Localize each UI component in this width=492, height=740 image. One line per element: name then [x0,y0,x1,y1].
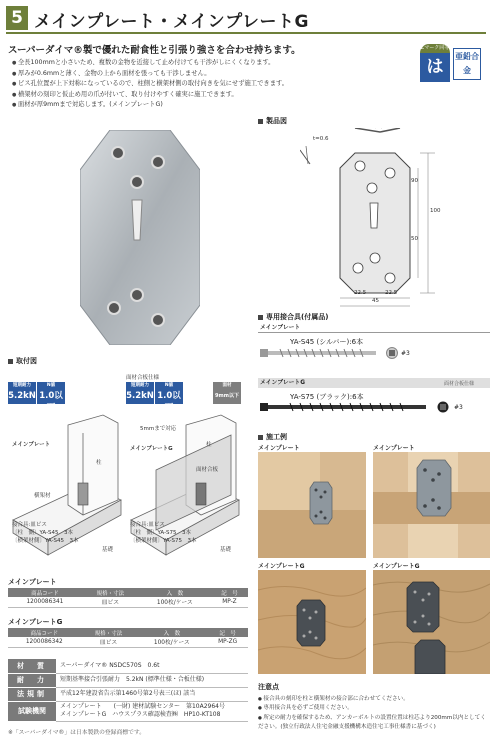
spec-value: 短期基準接合引張耐力 5.2kN (標準仕様・合板仕様) [56,673,248,687]
right-plate-name: メインプレートG [130,446,173,452]
spec-key: 耐 力 [8,673,56,687]
left-nvalue-box: N値 1.0以下 [37,382,65,404]
fasteners-label: 専用接合具(付属品) [258,312,328,322]
left-strength-box: 短期耐力 5.2kN [8,382,36,404]
thickness-label: t=0.6 [313,136,329,142]
spec-key: 材 質 [8,659,56,673]
table-cell: 100枚/ケース [136,637,207,647]
notes-title: 注意点 [258,683,279,691]
install-label: 取付図 [8,356,37,366]
dim-w1: 22.5 [354,290,367,296]
dim-lower: 50 [411,236,418,242]
photo2-label: メインプレート [373,445,415,452]
spec-row [8,659,248,673]
fastener-plate2: メインプレートG [258,378,490,388]
spec-table [8,659,248,722]
screw-head-black-icon [437,401,449,413]
feature-item: ● ビス孔位置が上下対称になっているので、柱側と横架材側の取付向きを気にせず施工できます。 [12,79,362,90]
spec-value: スーパーダイマ® NSDC570S 0.6t [56,659,248,673]
table-header-cell: 記 号 [207,628,248,637]
table-row [8,637,248,647]
table-cell: MP-ZG [207,637,248,647]
spec-row [8,701,248,721]
table-cell: 1200086342 [8,637,81,647]
right-base-label: 基礎 [220,547,232,553]
table1-title: メインプレート [8,578,57,586]
spec-value: 平成12年建設省告示第1460号第2号表三(ほ) 該当 [56,687,248,701]
table-cell: 100枚/ケース [139,597,211,607]
photo-install-1 [258,452,366,558]
standard-badge-cap: Zマーク同等 [420,45,450,51]
screw2-label: YA-S75 (ブラック):6本 [290,393,364,401]
product-table-2 [8,628,248,648]
left-col-label: 柱 [96,460,102,466]
spec-value: メインプレート (一財) 建材試験センター 第10A2964号 メインプレートG ハウスプラス確認検査㈱ HP10-KT108 [56,701,248,721]
table2-title: メインプレートG [8,618,63,626]
table-header-cell: 入 数 [136,628,207,637]
table-header-cell: 入 数 [139,588,211,597]
photo-install-2 [373,452,490,558]
panel-spec-tag: 面材合板仕様 [126,375,160,381]
note-item: ● 接合具の刻印を柱と横架材の接合部に合わせてください。 [258,695,490,704]
feature-list [12,58,362,111]
product-diagram-label: 製品図 [258,116,287,126]
right-legend2: 〔横架材側〕YA-S75 3本 [130,538,197,544]
dim-upper: 90 [411,178,418,184]
left-legend2: 〔横架材側〕YA-S45 3本 [12,538,79,544]
standard-badge-mark: は [420,53,450,82]
page-header [0,0,492,36]
plate2-tag: 面材合板仕様 [444,381,475,387]
notes-list [258,695,490,731]
right-note: 5mmまで対応 [140,426,177,432]
zinc-badge: 亜鉛合金 [453,48,481,80]
screw1-label: YA-S45 (シルバー):6本 [290,338,364,346]
right-panel-box: 面材 9mm以下 [213,382,241,404]
right-joint-label: 接合具:皿ビス [130,522,165,528]
tagline: スーパーダイマ®製で優れた耐食性と引張り強さを合わせ持ちます。 [8,45,301,56]
table-header-row [8,588,248,597]
plate-photo [80,130,200,345]
screw1-size: #3 [401,350,410,357]
section-marker [258,435,263,440]
fastener-plate1: メインプレート [258,323,490,333]
product-drawing [300,128,450,308]
table-cell: 皿ビス [82,597,139,607]
note-item: ● 所定の耐力を確保するため、アンカーボルトの設置位置は柱芯より200mm以内としてください。(独立行政法人住宅金融支援機構木造住宅工事仕様書に基づく) [258,714,490,732]
feature-item: ● 面材が厚9mmまで対応します。(メインプレートG) [12,100,362,111]
right-col-label: 柱 [206,442,212,448]
table-cell: 1200086341 [8,597,82,607]
dim-width: 45 [372,298,379,304]
section-marker [258,315,263,320]
dim-w2: 22.5 [385,290,398,296]
note-item: ● 専用接合具を必ずご使用ください。 [258,704,490,713]
section-marker [258,119,263,124]
dim-total: 100 [430,208,441,214]
right-nvalue-box: N値 1.0以下 [155,382,183,404]
right-legend1: 〔柱 側〕YA-S75 3本 [130,530,192,536]
table-row [8,597,248,607]
section-marker [8,359,13,364]
footnote: ※「スーパーダイマ®」は日本製鉄の登録商標です。 [8,730,146,736]
left-base-label: 基礎 [102,547,114,553]
table-cell: 皿ビス [81,637,137,647]
page-title: メインプレート・メインプレートG [34,12,309,32]
left-plate-name: メインプレート [12,442,51,448]
screw-head-silver-icon [386,347,398,359]
table-header-cell: 商品コード [8,628,81,637]
table-header-cell: 規格・寸法 [81,628,137,637]
standard-badge [420,44,450,82]
left-joint-label: 接合具:皿ビス [12,522,47,528]
spec-row [8,673,248,687]
feature-item: ● 全長100mmと小さいため、複数の金物を近接して止め付けても干渉がしにくくなります。 [12,58,362,69]
table-header-cell: 規格・寸法 [82,588,139,597]
photo-install-4 [373,570,490,674]
spec-key: 試験機関 [8,701,56,721]
header-rule [6,32,486,34]
table-header-cell: 記 号 [211,588,248,597]
feature-item: ● 横架材の刻印と仮止め用の爪が付いて、取り付けやすく確実に施工できます。 [12,90,362,101]
photo4-label: メインプレートG [373,563,420,570]
right-panel-label: 面材合板 [196,467,219,473]
left-beam-label: 横架材 [34,493,51,499]
left-legend1: 〔柱 側〕YA-S45 3本 [12,530,74,536]
spec-row [8,687,248,701]
right-strength-box: 短期耐力 5.2kN [126,382,154,404]
product-table-1 [8,588,248,608]
feature-item: ● 厚みが0.6mmと薄く、金物の上から面材を張っても干渉しません。 [12,69,362,80]
table-cell: MP-Z [211,597,248,607]
photo3-label: メインプレートG [258,563,305,570]
section-number: 5 [6,6,28,30]
screw2-size: #3 [454,404,463,411]
screw-black-icon [260,400,430,414]
table-header-cell: 商品コード [8,588,82,597]
screw-silver-icon [260,346,380,360]
photo-install-3 [258,570,366,674]
table-header-row [8,628,248,637]
spec-key: 法規制 [8,687,56,701]
photos-label: 施工例 [258,432,287,442]
photo1-label: メインプレート [258,445,300,452]
